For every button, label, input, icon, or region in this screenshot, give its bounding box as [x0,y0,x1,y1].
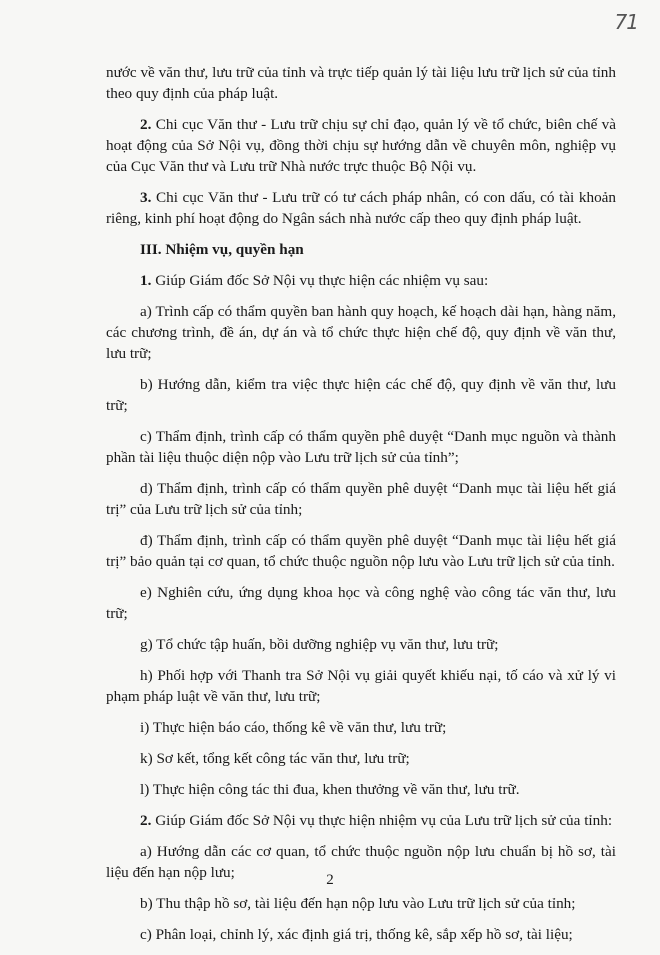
list-item: d) Thẩm định, trình cấp có thẩm quyền phê duyệt “Danh mục tài liệu hết giá trị” của Lưu trữ lịch sử của tỉnh; [106,480,616,518]
paragraph-number: 3. [140,189,152,206]
list-item: a) Hướng dẫn các cơ quan, tổ chức thuộc nguồn nộp lưu chuẩn bị hồ sơ, tài liệu đến hạn nộp lưu; [106,843,616,881]
paragraph-text: nước về văn thư, lưu trữ của tỉnh và trực tiếp quản lý tài liệu lưu trữ lịch sử của tỉnh theo quy định của pháp luật. [106,64,616,102]
paragraph-number: 2. [140,116,152,133]
paragraph-text: Giúp Giám đốc Sở Nội vụ thực hiện nhiệm vụ của Lưu trữ lịch sử của tỉnh: [151,812,613,829]
section-heading: III. Nhiệm vụ, quyền hạn [140,241,304,258]
list-item: a) Trình cấp có thẩm quyền ban hành quy hoạch, kế hoạch dài hạn, hàng năm, các chương trình, đề án, dự án và tổ chức thực hiện chế độ, quy định về văn thư, lưu trữ; [106,303,616,362]
paragraph-text: Giúp Giám đốc Sở Nội vụ thực hiện các nhiệm vụ sau: [151,272,489,289]
paragraph-2 [106,114,616,177]
paragraph-number: 1. [140,272,152,289]
section-paragraph-2 [106,810,616,831]
section-paragraph-1 [106,270,616,291]
list-item: i) Thực hiện báo cáo, thống kê về văn thư, lưu trữ; [140,719,447,736]
paragraph-text: Chi cục Văn thư - Lưu trữ có tư cách pháp nhân, có con dấu, có tài khoản riêng, kinh phí hoạt động do Ngân sách nhà nước cấp theo quy định pháp luật. [106,189,616,227]
list-item: l) Thực hiện công tác thi đua, khen thưởng về văn thư, lưu trữ. [140,781,520,798]
paragraph-text: Chi cục Văn thư - Lưu trữ chịu sự chỉ đạo, quản lý về tổ chức, biên chế và hoạt động của Sở Nội vụ, đồng thời chịu sự hướng dẫn về chuyên môn, nghiệp vụ của Cục Văn thư và Lưu trữ Nhà nước trực thuộc Bộ Nội vụ. [106,116,616,175]
page-number: 2 [326,872,334,888]
list-item: b) Hướng dẫn, kiểm tra việc thực hiện các chế độ, quy định về văn thư, lưu trữ; [106,376,616,414]
list-item: c) Phân loại, chỉnh lý, xác định giá trị, thống kê, sắp xếp hồ sơ, tài liệu; [140,926,573,943]
list-item: k) Sơ kết, tổng kết công tác văn thư, lưu trữ; [140,750,410,767]
list-item: e) Nghiên cứu, ứng dụng khoa học và công nghệ vào công tác văn thư, lưu trữ; [106,584,616,622]
paragraph-continuation [106,62,616,104]
list-item: c) Thẩm định, trình cấp có thẩm quyền phê duyệt “Danh mục nguồn và thành phần tài liệu thuộc diện nộp vào Lưu trữ lịch sử của tỉnh”; [106,428,616,466]
list-item: h) Phối hợp với Thanh tra Sở Nội vụ giải quyết khiếu nại, tố cáo và xử lý vi phạm pháp luật về văn thư, lưu trữ; [106,667,616,705]
list-item: g) Tổ chức tập huấn, bồi dưỡng nghiệp vụ văn thư, lưu trữ; [140,636,499,653]
document-body [106,62,616,955]
paragraph-3 [106,187,616,229]
paragraph-number: 2. [140,812,152,829]
list-item: đ) Thẩm định, trình cấp có thẩm quyền phê duyệt “Danh mục tài liệu hết giá trị” bảo quản tại cơ quan, tổ chức thuộc nguồn nộp lưu vào Lưu trữ lịch sử của tỉnh. [106,532,616,570]
list-item: b) Thu thập hồ sơ, tài liệu đến hạn nộp lưu vào Lưu trữ lịch sử của tỉnh; [140,895,576,912]
handwritten-page-mark: 71 [614,10,638,34]
